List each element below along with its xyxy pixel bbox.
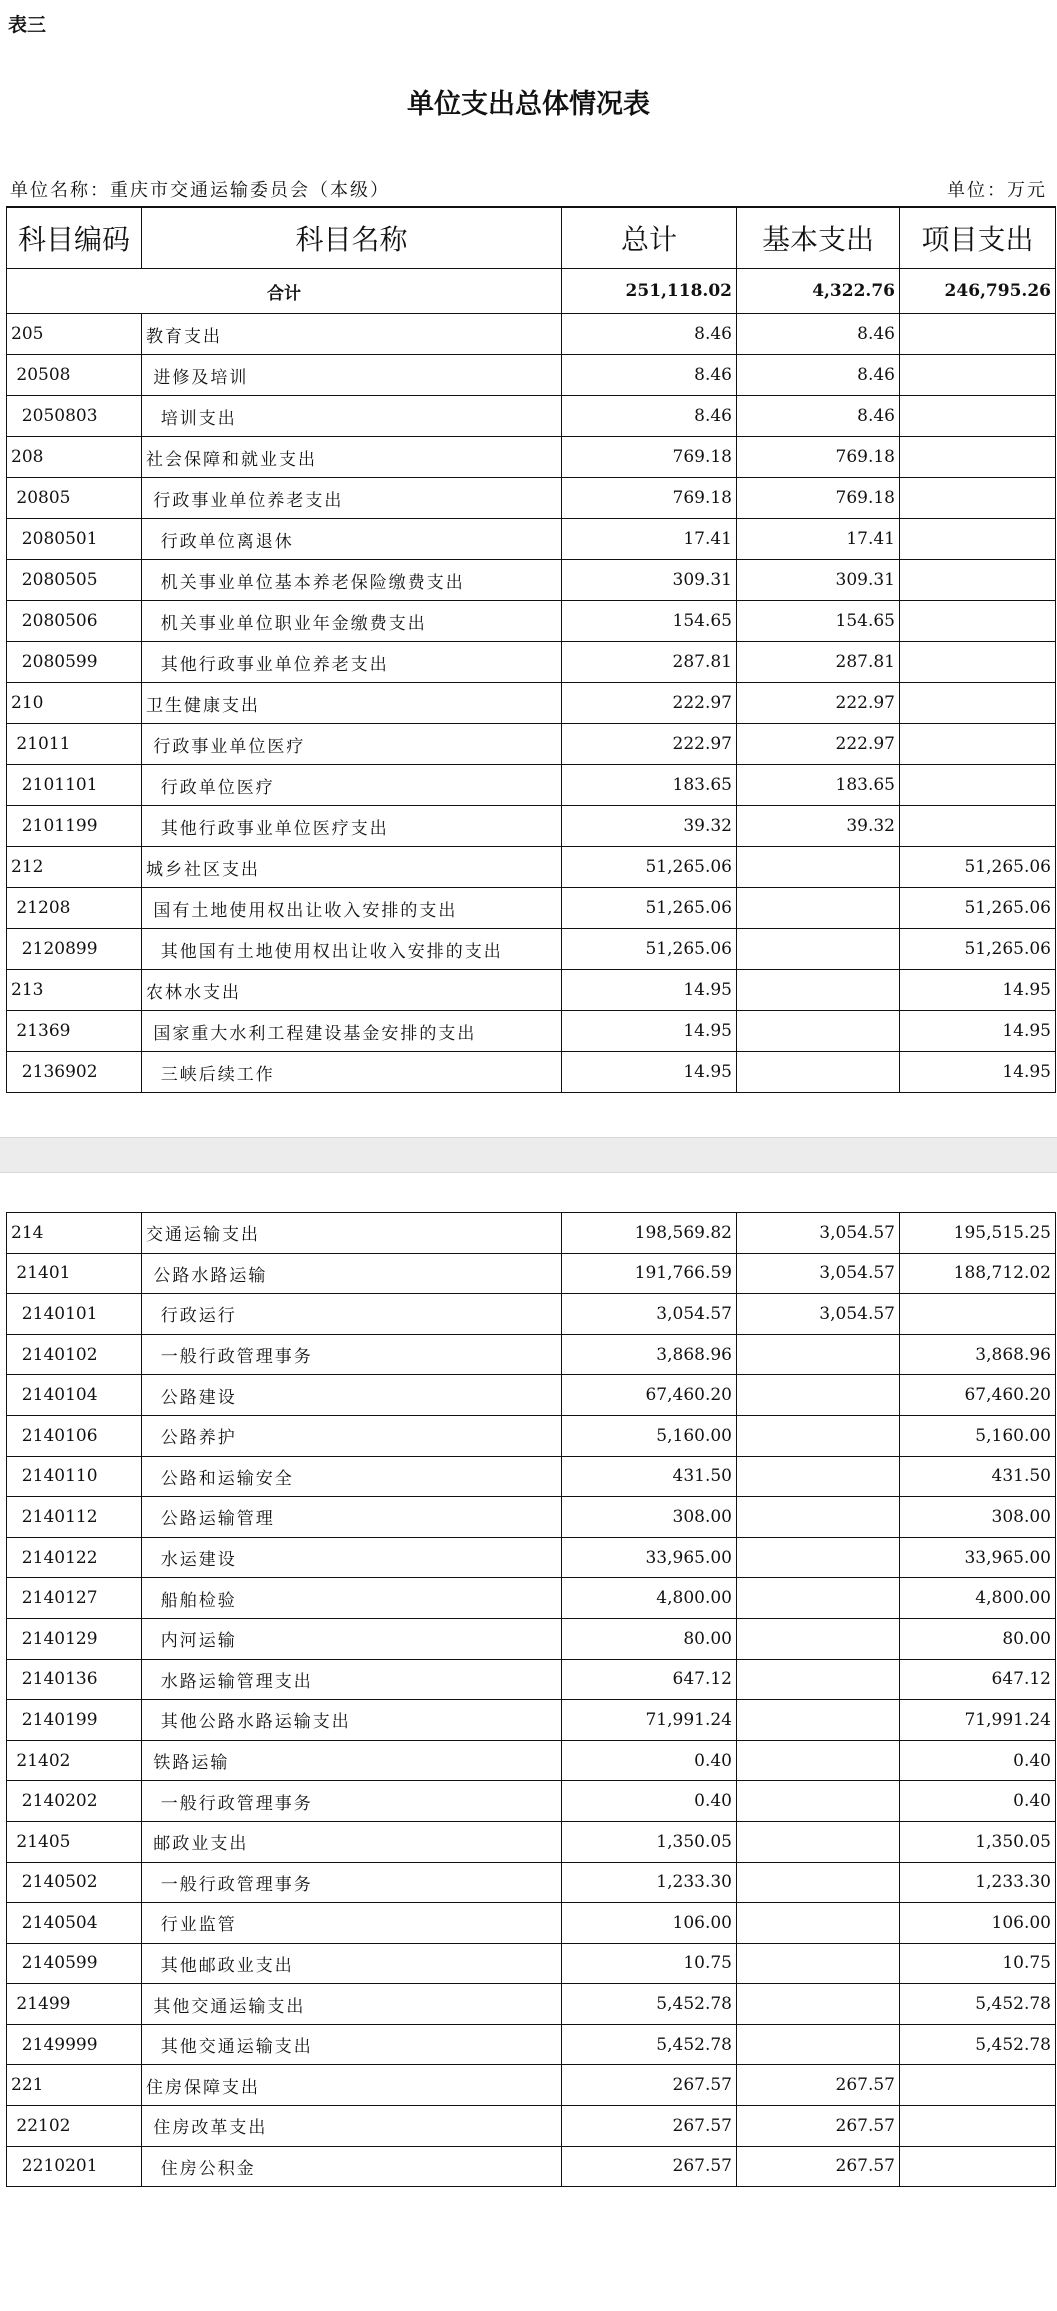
cell-total: 191,766.59 — [562, 1253, 737, 1294]
cell-code: 2080599 — [7, 642, 142, 683]
cell-code: 2080501 — [7, 519, 142, 560]
table-row — [7, 765, 1056, 806]
cell-code: 2140102 — [7, 1334, 142, 1375]
cell-total: 154.65 — [562, 601, 737, 642]
cell-name: 一般行政管理事务 — [142, 1334, 562, 1375]
cell-project — [900, 1294, 1056, 1335]
cell-project: 431.50 — [900, 1456, 1056, 1497]
table-row — [7, 1659, 1056, 1700]
table-row — [7, 724, 1056, 765]
cell-name: 国家重大水利工程建设基金安排的支出 — [142, 1011, 562, 1052]
cell-total: 10.75 — [562, 1943, 737, 1984]
table-row — [7, 642, 1056, 683]
header-name: 科目名称 — [142, 207, 562, 269]
cell-basic: 222.97 — [737, 683, 900, 724]
cell-total: 51,265.06 — [562, 929, 737, 970]
table-row — [7, 1415, 1056, 1456]
cell-project: 3,868.96 — [900, 1334, 1056, 1375]
table-row — [7, 1253, 1056, 1294]
cell-code: 21369 — [7, 1011, 142, 1052]
cell-basic: 154.65 — [737, 601, 900, 642]
cell-code: 210 — [7, 683, 142, 724]
cell-name: 其他行政事业单位养老支出 — [142, 642, 562, 683]
cell-name: 其他交通运输支出 — [142, 2024, 562, 2065]
cell-code: 208 — [7, 437, 142, 478]
cell-total: 267.57 — [562, 2106, 737, 2147]
cell-basic — [737, 1659, 900, 1700]
cell-basic — [737, 1052, 900, 1093]
table-row — [7, 1943, 1056, 1984]
cell-name: 社会保障和就业支出 — [142, 437, 562, 478]
table-row — [7, 478, 1056, 519]
cell-basic — [737, 1415, 900, 1456]
cell-code: 2140136 — [7, 1659, 142, 1700]
total-basic: 4,322.76 — [737, 269, 900, 314]
cell-code: 21499 — [7, 1984, 142, 2025]
cell-name: 一般行政管理事务 — [142, 1781, 562, 1822]
cell-name: 行政单位离退休 — [142, 519, 562, 560]
expenditure-table-page2 — [6, 1212, 1056, 2187]
page-separator — [0, 1137, 1057, 1173]
table-row — [7, 1334, 1056, 1375]
cell-code: 2140106 — [7, 1415, 142, 1456]
cell-total: 222.97 — [562, 724, 737, 765]
cell-basic: 267.57 — [737, 2106, 900, 2147]
cell-name: 住房保障支出 — [142, 2065, 562, 2106]
cell-name: 住房公积金 — [142, 2146, 562, 2187]
cell-project — [900, 724, 1056, 765]
cell-code: 2210201 — [7, 2146, 142, 2187]
cell-project: 1,233.30 — [900, 1862, 1056, 1903]
table-row — [7, 1052, 1056, 1093]
cell-project: 106.00 — [900, 1903, 1056, 1944]
table-row — [7, 601, 1056, 642]
cell-code: 2140202 — [7, 1781, 142, 1822]
cell-total: 309.31 — [562, 560, 737, 601]
total-total: 251,118.02 — [562, 269, 737, 314]
cell-project — [900, 437, 1056, 478]
cell-project: 5,160.00 — [900, 1415, 1056, 1456]
cell-code: 2101199 — [7, 806, 142, 847]
cell-basic: 267.57 — [737, 2065, 900, 2106]
cell-project: 51,265.06 — [900, 847, 1056, 888]
cell-project: 1,350.05 — [900, 1821, 1056, 1862]
expenditure-table-page1 — [6, 206, 1056, 1093]
cell-code: 21401 — [7, 1253, 142, 1294]
table-row — [7, 1700, 1056, 1741]
header-project: 项目支出 — [900, 207, 1056, 269]
table-row — [7, 437, 1056, 478]
table-row — [7, 1781, 1056, 1822]
cell-code: 20508 — [7, 355, 142, 396]
cell-project — [900, 2065, 1056, 2106]
table-row — [7, 1821, 1056, 1862]
cell-project — [900, 396, 1056, 437]
cell-basic — [737, 1011, 900, 1052]
cell-code: 2140127 — [7, 1578, 142, 1619]
cell-total: 8.46 — [562, 314, 737, 355]
cell-basic — [737, 1578, 900, 1619]
cell-total: 14.95 — [562, 970, 737, 1011]
cell-total: 222.97 — [562, 683, 737, 724]
table-row — [7, 1537, 1056, 1578]
table-row — [7, 970, 1056, 1011]
cell-project: 5,452.78 — [900, 2024, 1056, 2065]
cell-name: 邮政业支出 — [142, 1821, 562, 1862]
cell-name: 船舶检验 — [142, 1578, 562, 1619]
cell-total: 769.18 — [562, 478, 737, 519]
table-row — [7, 806, 1056, 847]
cell-project: 5,452.78 — [900, 1984, 1056, 2025]
cell-total: 14.95 — [562, 1011, 737, 1052]
cell-basic: 769.18 — [737, 478, 900, 519]
cell-basic — [737, 1334, 900, 1375]
cell-name: 交通运输支出 — [142, 1213, 562, 1254]
cell-name: 行政单位医疗 — [142, 765, 562, 806]
cell-total: 267.57 — [562, 2065, 737, 2106]
cell-code: 22102 — [7, 2106, 142, 2147]
cell-name: 其他行政事业单位医疗支出 — [142, 806, 562, 847]
cell-project — [900, 806, 1056, 847]
cell-name: 三峡后续工作 — [142, 1052, 562, 1093]
cell-code: 2136902 — [7, 1052, 142, 1093]
cell-basic — [737, 888, 900, 929]
table-row — [7, 2106, 1056, 2147]
cell-total: 5,160.00 — [562, 1415, 737, 1456]
cell-code: 21405 — [7, 1821, 142, 1862]
cell-name: 公路和运输安全 — [142, 1456, 562, 1497]
cell-name: 其他公路水路运输支出 — [142, 1700, 562, 1741]
cell-total: 5,452.78 — [562, 1984, 737, 2025]
table-tag: 表三 — [8, 14, 47, 36]
total-row — [7, 269, 1056, 314]
cell-total: 106.00 — [562, 1903, 737, 1944]
cell-code: 21402 — [7, 1740, 142, 1781]
page-title: 单位支出总体情况表 — [407, 89, 650, 120]
table-row — [7, 2024, 1056, 2065]
cell-name: 公路养护 — [142, 1415, 562, 1456]
cell-basic: 8.46 — [737, 355, 900, 396]
cell-code: 2080505 — [7, 560, 142, 601]
cell-name: 培训支出 — [142, 396, 562, 437]
cell-total: 1,350.05 — [562, 1821, 737, 1862]
table-row — [7, 2146, 1056, 2187]
cell-project: 71,991.24 — [900, 1700, 1056, 1741]
cell-name: 水路运输管理支出 — [142, 1659, 562, 1700]
cell-project — [900, 2106, 1056, 2147]
table-row — [7, 1862, 1056, 1903]
cell-code: 2140504 — [7, 1903, 142, 1944]
cell-total: 183.65 — [562, 765, 737, 806]
table-row — [7, 560, 1056, 601]
table-row — [7, 1375, 1056, 1416]
cell-basic — [737, 1456, 900, 1497]
cell-basic — [737, 1618, 900, 1659]
cell-project: 51,265.06 — [900, 929, 1056, 970]
cell-project — [900, 478, 1056, 519]
cell-project — [900, 642, 1056, 683]
cell-basic: 3,054.57 — [737, 1213, 900, 1254]
table-row — [7, 1578, 1056, 1619]
cell-basic: 3,054.57 — [737, 1253, 900, 1294]
cell-code: 2140122 — [7, 1537, 142, 1578]
cell-total: 67,460.20 — [562, 1375, 737, 1416]
cell-basic — [737, 1700, 900, 1741]
cell-total: 8.46 — [562, 355, 737, 396]
cell-basic: 3,054.57 — [737, 1294, 900, 1335]
cell-name: 机关事业单位职业年金缴费支出 — [142, 601, 562, 642]
table-row — [7, 683, 1056, 724]
cell-project — [900, 519, 1056, 560]
cell-project: 14.95 — [900, 1052, 1056, 1093]
cell-basic: 17.41 — [737, 519, 900, 560]
cell-project — [900, 560, 1056, 601]
table-row — [7, 2065, 1056, 2106]
total-project: 246,795.26 — [900, 269, 1056, 314]
cell-basic: 183.65 — [737, 765, 900, 806]
cell-basic — [737, 1943, 900, 1984]
cell-name: 公路建设 — [142, 1375, 562, 1416]
cell-name: 进修及培训 — [142, 355, 562, 396]
table-row — [7, 1011, 1056, 1052]
cell-basic — [737, 847, 900, 888]
cell-basic: 769.18 — [737, 437, 900, 478]
cell-code: 2149999 — [7, 2024, 142, 2065]
cell-project: 51,265.06 — [900, 888, 1056, 929]
cell-code: 2140199 — [7, 1700, 142, 1741]
cell-basic: 267.57 — [737, 2146, 900, 2187]
header-code: 科目编码 — [7, 207, 142, 269]
cell-total: 0.40 — [562, 1740, 737, 1781]
cell-basic: 8.46 — [737, 396, 900, 437]
cell-basic: 287.81 — [737, 642, 900, 683]
cell-basic — [737, 1781, 900, 1822]
cell-total: 51,265.06 — [562, 847, 737, 888]
cell-name: 农林水支出 — [142, 970, 562, 1011]
cell-name: 行政事业单位医疗 — [142, 724, 562, 765]
cell-code: 205 — [7, 314, 142, 355]
cell-code: 2140104 — [7, 1375, 142, 1416]
cell-name: 住房改革支出 — [142, 2106, 562, 2147]
cell-code: 214 — [7, 1213, 142, 1254]
cell-project — [900, 355, 1056, 396]
cell-code: 21011 — [7, 724, 142, 765]
total-label: 合计 — [7, 269, 562, 314]
table-row — [7, 1213, 1056, 1254]
cell-name: 一般行政管理事务 — [142, 1862, 562, 1903]
cell-basic — [737, 1497, 900, 1538]
cell-total: 80.00 — [562, 1618, 737, 1659]
cell-total: 198,569.82 — [562, 1213, 737, 1254]
cell-total: 4,800.00 — [562, 1578, 737, 1619]
table-row — [7, 847, 1056, 888]
cell-code: 2080506 — [7, 601, 142, 642]
cell-basic — [737, 1984, 900, 2025]
cell-name: 教育支出 — [142, 314, 562, 355]
cell-name: 行政运行 — [142, 1294, 562, 1335]
table-row — [7, 1984, 1056, 2025]
cell-basic — [737, 1375, 900, 1416]
cell-code: 2140101 — [7, 1294, 142, 1335]
cell-project: 67,460.20 — [900, 1375, 1056, 1416]
cell-code: 2140599 — [7, 1943, 142, 1984]
cell-project: 4,800.00 — [900, 1578, 1056, 1619]
cell-total: 17.41 — [562, 519, 737, 560]
cell-name: 内河运输 — [142, 1618, 562, 1659]
cell-basic — [737, 1740, 900, 1781]
cell-name: 城乡社区支出 — [142, 847, 562, 888]
cell-code: 2140110 — [7, 1456, 142, 1497]
table-row — [7, 1497, 1056, 1538]
cell-total: 308.00 — [562, 1497, 737, 1538]
table-row — [7, 888, 1056, 929]
cell-project — [900, 2146, 1056, 2187]
cell-code: 212 — [7, 847, 142, 888]
cell-code: 2101101 — [7, 765, 142, 806]
cell-name: 行政事业单位养老支出 — [142, 478, 562, 519]
cell-total: 5,452.78 — [562, 2024, 737, 2065]
cell-total: 3,054.57 — [562, 1294, 737, 1335]
cell-basic: 8.46 — [737, 314, 900, 355]
cell-project: 0.40 — [900, 1740, 1056, 1781]
cell-total: 71,991.24 — [562, 1700, 737, 1741]
cell-name: 公路水路运输 — [142, 1253, 562, 1294]
cell-total: 1,233.30 — [562, 1862, 737, 1903]
cell-basic: 222.97 — [737, 724, 900, 765]
cell-total: 8.46 — [562, 396, 737, 437]
cell-basic: 309.31 — [737, 560, 900, 601]
header-basic: 基本支出 — [737, 207, 900, 269]
cell-name: 国有土地使用权出让收入安排的支出 — [142, 888, 562, 929]
cell-total: 769.18 — [562, 437, 737, 478]
cell-basic — [737, 1903, 900, 1944]
cell-name: 卫生健康支出 — [142, 683, 562, 724]
table-row — [7, 1456, 1056, 1497]
cell-name: 铁路运输 — [142, 1740, 562, 1781]
cell-project: 647.12 — [900, 1659, 1056, 1700]
cell-total: 33,965.00 — [562, 1537, 737, 1578]
table-row — [7, 1903, 1056, 1944]
cell-name: 水运建设 — [142, 1537, 562, 1578]
table-row — [7, 355, 1056, 396]
cell-total: 431.50 — [562, 1456, 737, 1497]
header-total: 总计 — [562, 207, 737, 269]
cell-basic — [737, 2024, 900, 2065]
unit-name: 单位名称：重庆市交通运输委员会（本级） — [10, 180, 390, 201]
cell-code: 21208 — [7, 888, 142, 929]
cell-total: 14.95 — [562, 1052, 737, 1093]
cell-project: 14.95 — [900, 970, 1056, 1011]
cell-project: 33,965.00 — [900, 1537, 1056, 1578]
cell-project: 80.00 — [900, 1618, 1056, 1659]
cell-code: 2140129 — [7, 1618, 142, 1659]
cell-code: 221 — [7, 2065, 142, 2106]
cell-project — [900, 314, 1056, 355]
cell-total: 0.40 — [562, 1781, 737, 1822]
table-row — [7, 1618, 1056, 1659]
cell-code: 2140502 — [7, 1862, 142, 1903]
cell-basic — [737, 1862, 900, 1903]
table-row — [7, 519, 1056, 560]
table-row — [7, 396, 1056, 437]
cell-code: 213 — [7, 970, 142, 1011]
cell-total: 287.81 — [562, 642, 737, 683]
cell-project: 10.75 — [900, 1943, 1056, 1984]
cell-name: 其他邮政业支出 — [142, 1943, 562, 1984]
table-row — [7, 1294, 1056, 1335]
cell-total: 39.32 — [562, 806, 737, 847]
cell-name: 其他交通运输支出 — [142, 1984, 562, 2025]
table-row — [7, 929, 1056, 970]
cell-basic — [737, 1537, 900, 1578]
cell-code: 2050803 — [7, 396, 142, 437]
cell-basic — [737, 929, 900, 970]
cell-code: 2140112 — [7, 1497, 142, 1538]
cell-project — [900, 601, 1056, 642]
cell-total: 51,265.06 — [562, 888, 737, 929]
cell-name: 公路运输管理 — [142, 1497, 562, 1538]
cell-name: 其他国有土地使用权出让收入安排的支出 — [142, 929, 562, 970]
cell-project — [900, 683, 1056, 724]
cell-project: 195,515.25 — [900, 1213, 1056, 1254]
cell-basic: 39.32 — [737, 806, 900, 847]
unit-label: 单位：万元 — [947, 180, 1047, 201]
cell-total: 267.57 — [562, 2146, 737, 2187]
table-header-row — [7, 207, 1056, 269]
cell-total: 647.12 — [562, 1659, 737, 1700]
cell-code: 2120899 — [7, 929, 142, 970]
cell-name: 行业监管 — [142, 1903, 562, 1944]
table-row — [7, 1740, 1056, 1781]
cell-basic — [737, 1821, 900, 1862]
cell-name: 机关事业单位基本养老保险缴费支出 — [142, 560, 562, 601]
cell-project: 308.00 — [900, 1497, 1056, 1538]
cell-project: 188,712.02 — [900, 1253, 1056, 1294]
cell-total: 3,868.96 — [562, 1334, 737, 1375]
cell-project: 14.95 — [900, 1011, 1056, 1052]
cell-project: 0.40 — [900, 1781, 1056, 1822]
cell-basic — [737, 970, 900, 1011]
cell-code: 20805 — [7, 478, 142, 519]
table-row — [7, 314, 1056, 355]
cell-project — [900, 765, 1056, 806]
